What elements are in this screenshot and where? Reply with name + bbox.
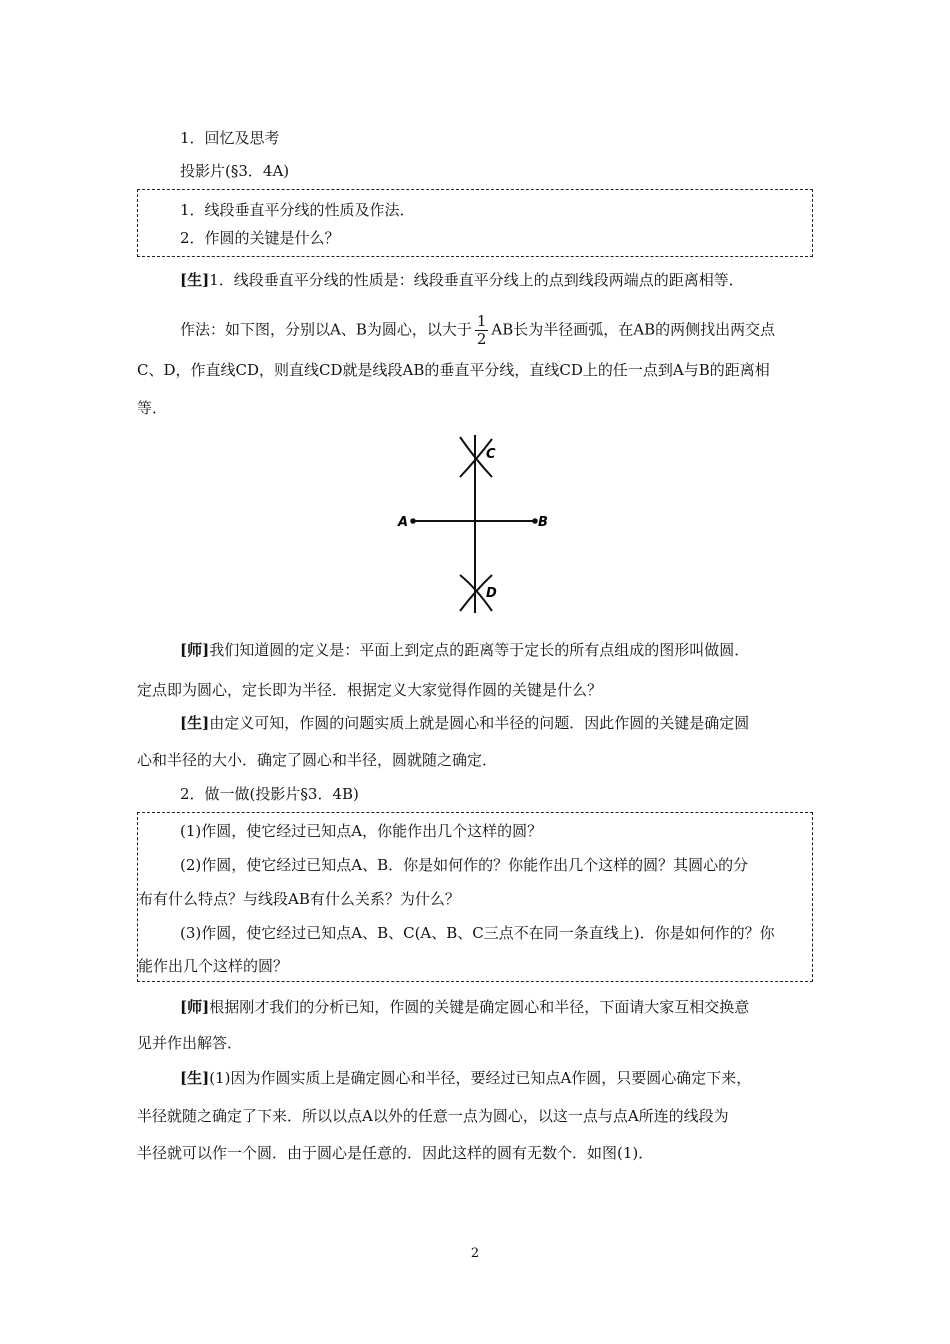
box2-question-2-line-2: 布有什么特点？与线段AB有什么关系？为什么？ [138, 890, 460, 908]
method-line-3: 等． [137, 399, 168, 417]
student-line-2: 心和半径的大小．确定了圆心和半径，圆就随之确定． [137, 751, 498, 769]
teacher-role-label: [师] [180, 998, 210, 1016]
method-text-before: 作法：如下图，分别以A、B为圆心，以大于 [180, 320, 472, 339]
box2-question-1: (1)作圆，使它经过已知点A，你能作出几个这样的圆？ [180, 822, 543, 840]
section1-heading: 1．回忆及思考 [180, 129, 280, 147]
student-role-label: [生] [180, 714, 210, 732]
student2-line-2: 半径就随之确定了下来．所以以点A以外的任意一点为圆心，以这一点与点A所连的线段为 [137, 1107, 729, 1125]
teacher2-line-1 [180, 997, 749, 1017]
question-box-1 [137, 189, 813, 257]
student2-line-1-text: (1)因为作圆实质上是确定圆心和半径，要经过已知点A作圆，只要圆心确定下来， [209, 1069, 752, 1087]
label-a: A [398, 515, 409, 530]
student-role-label: [生] [180, 1069, 210, 1087]
method-line-1 [180, 313, 775, 348]
question-box-2 [137, 812, 813, 982]
student-line-1 [180, 713, 749, 733]
teacher-line-1-text: 我们知道圆的定义是：平面上到定点的距离等于定长的所有点组成的图形叫做圆． [209, 641, 750, 659]
student-line-1-text: 由定义可知，作圆的问题实质上就是圆心和半径的问题．因此作圆的关键是确定圆 [209, 714, 750, 732]
perpendicular-bisector-figure [390, 425, 560, 620]
student-role-label: [生] [180, 271, 210, 289]
box2-question-2-line-1: (2)作圆，使它经过已知点A、B．你是如何作的？你能作出几个这样的圆？其圆心的分 [180, 856, 749, 874]
teacher-line-1 [180, 640, 749, 660]
student2-line-1 [180, 1068, 751, 1088]
fraction-one-half [475, 313, 489, 348]
fraction-numerator: 1 [476, 312, 487, 330]
student-answer-1 [180, 270, 744, 290]
page-number: 2 [470, 1246, 480, 1261]
teacher-role-label: [师] [180, 641, 210, 659]
student2-line-3: 半径就可以作一个圆．由于圆心是任意的．因此这样的圆有无数个．如图(1)． [137, 1144, 654, 1162]
fraction-denominator: 2 [476, 330, 487, 348]
point-a [410, 518, 416, 524]
box2-question-3-line-2: 能作出几个这样的圆？ [138, 957, 289, 975]
teacher-line-2: 定点即为圆心，定长即为半径．根据定义大家觉得作圆的关键是什么？ [137, 681, 603, 699]
label-d: D [486, 586, 497, 601]
method-text-after: AB长为半径画弧，在AB的两侧找出两交点 [491, 320, 776, 339]
method-line-2: C、D，作直线CD，则直线CD就是线段AB的垂直平分线，直线CD上的任一点到A与B的距离相 [137, 361, 770, 379]
label-b: B [538, 515, 548, 530]
student-answer-text: 1．线段垂直平分线的性质是：线段垂直平分线上的点到线段两端点的距离相等． [209, 271, 744, 289]
box2-question-3-line-1: (3)作圆，使它经过已知点A、B、C(A、B、C三点不在同一条直线上)．你是如何作的？你 [180, 924, 775, 942]
point-b [532, 518, 538, 524]
teacher2-line-1-text: 根据刚才我们的分析已知，作圆的关键是确定圆心和半径，下面请大家互相交换意 [209, 998, 750, 1016]
label-c: C [486, 447, 496, 462]
section2-heading: 2．做一做(投影片§3．4B) [180, 785, 359, 803]
teacher2-line-2: 见并作出解答． [137, 1034, 243, 1052]
box-question-2: 2．作圆的关键是什么？ [180, 229, 340, 247]
box-question-1: 1．线段垂直平分线的性质及作法． [180, 201, 415, 219]
projection-label: 投影片(§3．4A) [180, 162, 290, 180]
